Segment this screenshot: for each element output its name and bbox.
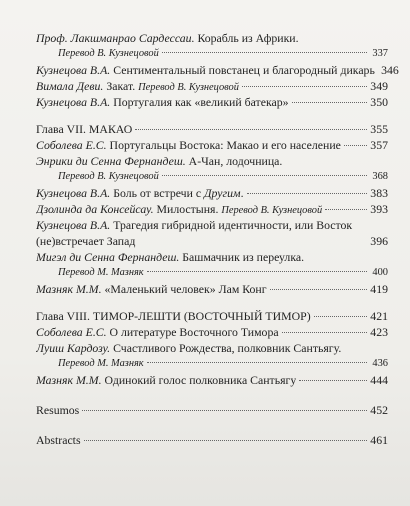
entry-title: Счастливого Рождества, полковник Сантьягу. [110, 341, 342, 355]
entry-author: Соболева Е.С. [36, 325, 107, 339]
toc-entry [36, 62, 399, 78]
entry-title-end: . [240, 186, 244, 200]
entry-title: А-Чан, лодочница. [185, 154, 283, 168]
entry-translator: Перевод М. Мазняк [58, 358, 144, 369]
toc-entry [36, 78, 388, 94]
entry-page: 346 [381, 63, 399, 77]
entry-page: 419 [370, 282, 388, 296]
toc-entry [36, 217, 388, 249]
entry-page: 444 [370, 373, 388, 387]
entry-title-emphasis: Другим [204, 186, 241, 200]
entry-title: Закат. [103, 79, 139, 93]
chapter-heading [36, 308, 388, 324]
leader-dots [135, 129, 367, 130]
leader-dots [299, 380, 367, 381]
entry-author: Мигэл ди Сенна Фернандеш. [36, 250, 180, 264]
entry-page: 368 [372, 171, 388, 182]
leader-dots [147, 271, 367, 272]
entry-translator: Перевод В. Кузнецовой [138, 82, 239, 93]
entry-page: 423 [370, 325, 388, 339]
entry-page: 383 [370, 186, 388, 200]
entry-translator: Перевод В. Кузнецовой [58, 171, 159, 182]
entry-page: 452 [370, 403, 388, 417]
entry-translator: Перевод В. Кузнецовой [221, 205, 323, 216]
entry-page: 436 [372, 358, 388, 369]
entry-author: Энрики ди Сенна Фернандеш. [36, 154, 186, 168]
chapter-title: Глава VIII. ТИМОР-ЛЕШТИ (ВОСТОЧНЫЙ ТИМОР) [36, 309, 311, 323]
entry-page: 357 [370, 138, 388, 152]
leader-dots [325, 209, 367, 210]
chapter-title: Глава VII. МАКАО [36, 122, 133, 136]
leader-dots [344, 145, 367, 146]
leader-dots [162, 52, 367, 53]
toc-entry [36, 356, 388, 372]
entry-title: Трагедия гибридной идентичности, или Восток (не)встречает Запад [36, 218, 353, 248]
entry-translator: Перевод В. Кузнецовой [58, 48, 159, 59]
leader-dots [282, 332, 367, 333]
toc-entry [36, 265, 388, 281]
section-title: Resumos [36, 403, 80, 417]
entry-page: 350 [370, 95, 388, 109]
entry-author: Кузнецова В.А. [36, 95, 111, 109]
leader-dots [270, 289, 367, 290]
entry-author: Кузнецова В.А. [36, 186, 111, 200]
toc-entry [36, 324, 388, 340]
leader-dots [84, 440, 367, 441]
entry-title: Сентиментальный повстанец и благородный дикарь [110, 63, 375, 77]
entry-author: Луиш Кардозу. [36, 341, 111, 355]
toc-entry [36, 30, 388, 46]
entry-page: 337 [372, 48, 388, 59]
entry-page: 393 [370, 202, 388, 216]
leader-dots [82, 410, 367, 411]
entry-author: Мазняк М.М. [36, 282, 102, 296]
toc-entry [36, 185, 388, 201]
toc-entry [36, 201, 388, 217]
chapter-heading [36, 121, 388, 137]
entry-author: Вимала Деви. [36, 79, 104, 93]
entry-title: Корабль из Африки. [194, 31, 299, 45]
entry-title: Одинокий голос полковника Сантьягу [101, 373, 297, 387]
toc-entry [36, 249, 388, 265]
toc-section [36, 402, 388, 418]
toc-entry [36, 137, 388, 153]
entry-title: Башмачник из переулка. [179, 250, 305, 264]
leader-dots [162, 175, 367, 176]
entry-page: 421 [370, 309, 388, 323]
entry-page: 461 [370, 433, 388, 447]
toc-entry [36, 372, 388, 388]
toc-entry [36, 94, 388, 110]
leader-dots [242, 86, 367, 87]
toc-section [36, 432, 388, 448]
entry-title: Боль от встречи с [110, 186, 205, 200]
entry-title: «Маленький человек» Лам Конг [101, 282, 267, 296]
entry-title: Португальцы Востока: Макао и его население [106, 138, 341, 152]
entry-title: Португалия как «великий батекар» [110, 95, 289, 109]
leader-dots [147, 362, 367, 363]
toc-entry [36, 153, 388, 169]
leader-dots [247, 193, 367, 194]
toc-entry [36, 169, 388, 185]
table-of-contents [36, 30, 399, 448]
toc-entry [36, 340, 388, 356]
leader-dots [292, 102, 367, 103]
entry-page: 349 [370, 79, 388, 93]
entry-author: Кузнецова В.А. [36, 218, 111, 232]
section-title: Abstracts [36, 433, 81, 447]
entry-translator: Перевод М. Мазняк [58, 267, 144, 278]
entry-author: Дзолинда да Консейсау. [36, 202, 154, 216]
entry-author: Проф. Лакшманрао Сардессаи. [36, 31, 195, 45]
entry-page: 355 [370, 122, 388, 136]
toc-entry [36, 281, 388, 297]
leader-dots [314, 316, 367, 317]
toc-entry [36, 46, 388, 62]
entry-title: О литературе Восточного Тимора [106, 325, 279, 339]
entry-page: 400 [372, 267, 388, 278]
entry-author: Кузнецова В.А. [36, 63, 111, 77]
entry-title: Милостыня. [153, 202, 222, 216]
entry-page: 396 [370, 234, 388, 248]
entry-author: Соболева Е.С. [36, 138, 107, 152]
entry-author: Мазняк М.М. [36, 373, 102, 387]
